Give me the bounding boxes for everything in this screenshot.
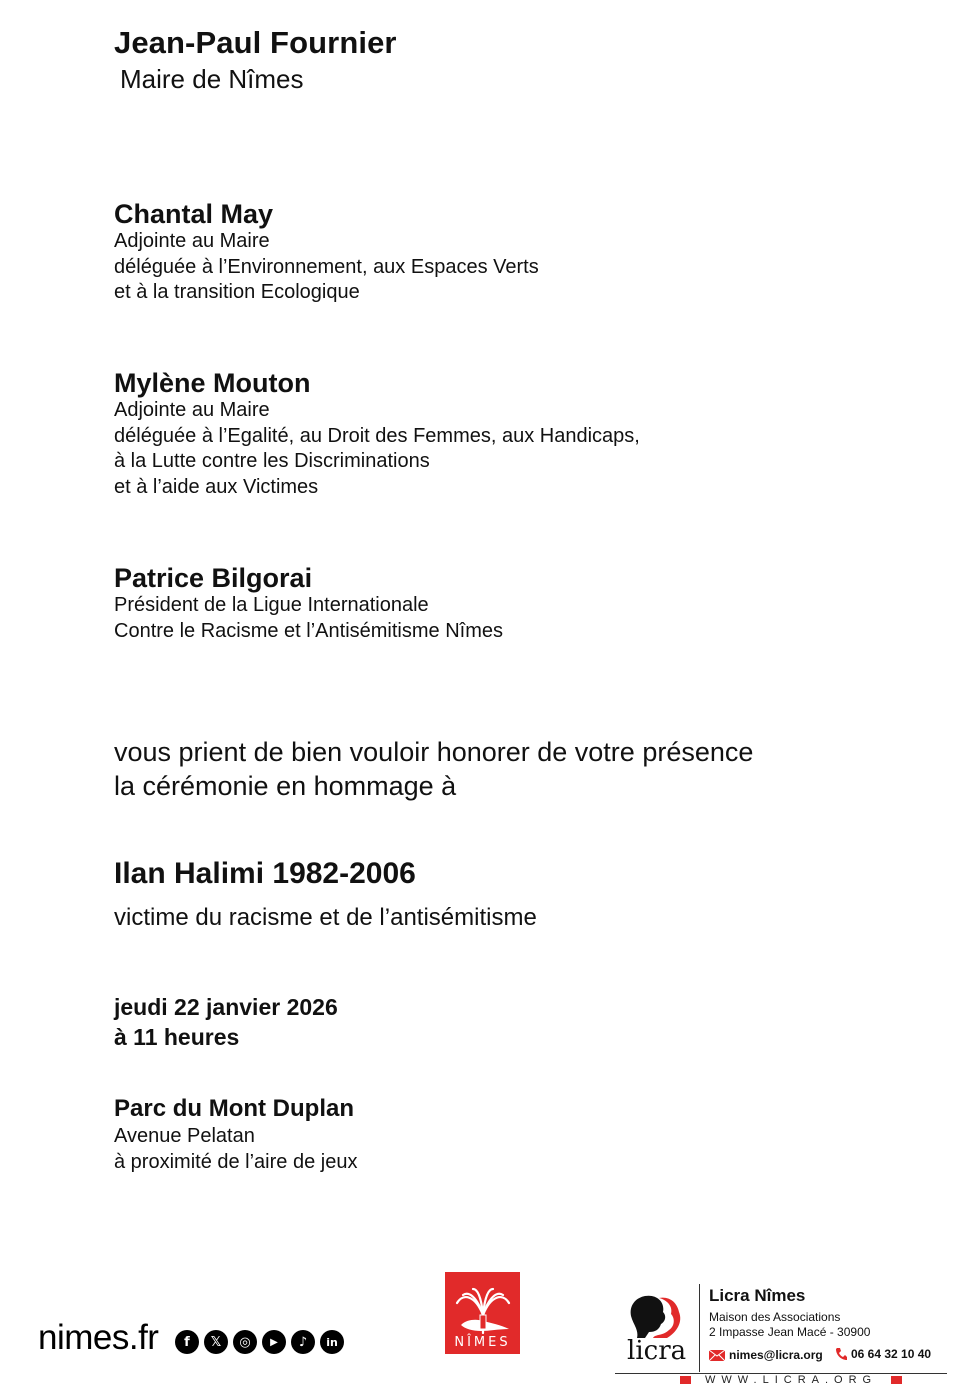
invitation-text	[114, 735, 753, 803]
licra-contact-card	[615, 1280, 947, 1374]
facebook-icon[interactable]	[680, 1376, 691, 1384]
co-host-mylene-mouton	[114, 368, 640, 500]
co-host-line: et à l’aide aux Victimes	[114, 475, 319, 498]
nimes-logo-text: NÎMES	[454, 1335, 511, 1350]
co-host-name: Patrice Bilgorai	[114, 563, 313, 593]
licra-address-line: 2 Impasse Jean Macé - 30900	[709, 1325, 871, 1339]
phone-icon	[835, 1347, 847, 1361]
youtube-icon[interactable]	[891, 1376, 902, 1384]
palm-crocodile-emblem-icon	[453, 1285, 513, 1335]
invitation-line: la cérémonie en hommage à	[114, 771, 457, 801]
co-host-name: Chantal May	[114, 199, 274, 229]
co-host-line: déléguée à l’Environnement, aux Espaces Verts	[114, 255, 539, 278]
licra-address-line: Maison des Associations	[709, 1310, 841, 1324]
co-host-line: Contre le Racisme et l’Antisémitisme Nîmes	[114, 619, 503, 642]
facebook-icon[interactable]: f	[175, 1330, 199, 1354]
licra-email[interactable]	[709, 1348, 823, 1362]
licra-website-strip	[680, 1374, 902, 1386]
event-time: à 11 heures	[114, 1024, 240, 1050]
licra-wordmark: licra	[627, 1336, 687, 1366]
co-host-line: et à la transition Ecologique	[114, 281, 360, 303]
event-date: jeudi 22 janvier 2026	[114, 994, 338, 1020]
tiktok-icon[interactable]: ♪	[291, 1330, 315, 1354]
nimes-city-logo	[445, 1272, 520, 1354]
honoree-subtitle: victime du racisme et de l’antisémitisme	[114, 904, 537, 931]
honoree-name: Ilan Halimi 1982-2006	[114, 857, 416, 890]
event-datetime	[114, 992, 338, 1052]
social-icons	[175, 1330, 344, 1354]
co-host-chantal-may	[114, 199, 539, 306]
youtube-icon[interactable]: ▶	[262, 1330, 286, 1354]
co-host-patrice-bilgorai	[114, 563, 503, 644]
instagram-icon[interactable]: ◎	[233, 1330, 257, 1354]
co-host-name: Mylène Mouton	[114, 368, 311, 398]
co-host-line: déléguée à l’Egalité, au Droit des Femmes, aux Handicaps,	[114, 424, 640, 447]
licra-profile-icon	[627, 1292, 687, 1338]
licra-address	[709, 1310, 870, 1340]
co-host-line: Adjointe au Maire	[114, 230, 270, 252]
host-name: Jean-Paul Fournier	[114, 25, 397, 60]
co-host-line: Adjointe au Maire	[114, 399, 270, 421]
event-location	[114, 1095, 357, 1175]
licra-email-text[interactable]: nimes@licra.org	[729, 1348, 823, 1362]
event-address-line: Avenue Pelatan	[114, 1125, 255, 1147]
co-host-line: à la Lutte contre les Discriminations	[114, 450, 430, 472]
licra-divider	[699, 1284, 700, 1372]
event-place: Parc du Mont Duplan	[114, 1095, 354, 1122]
co-host-line: Président de la Ligue Internationale	[114, 594, 429, 616]
x-icon[interactable]: 𝕏	[204, 1330, 228, 1354]
host-title: Maire de Nîmes	[120, 64, 304, 94]
licra-phone-text[interactable]: 06 64 32 10 40	[851, 1347, 932, 1361]
mail-icon	[709, 1350, 725, 1361]
city-website-link[interactable]: nimes.fr	[38, 1318, 159, 1357]
licra-phone[interactable]	[835, 1347, 931, 1361]
invitation-line: vous prient de bien vouloir honorer de votre présence	[114, 737, 754, 767]
event-address-line: à proximité de l’aire de jeux	[114, 1151, 358, 1173]
licra-website-link[interactable]: WWW.LICRA.ORG	[705, 1374, 878, 1386]
licra-title: Licra Nîmes	[709, 1286, 806, 1305]
linkedin-icon[interactable]: in	[320, 1330, 344, 1354]
